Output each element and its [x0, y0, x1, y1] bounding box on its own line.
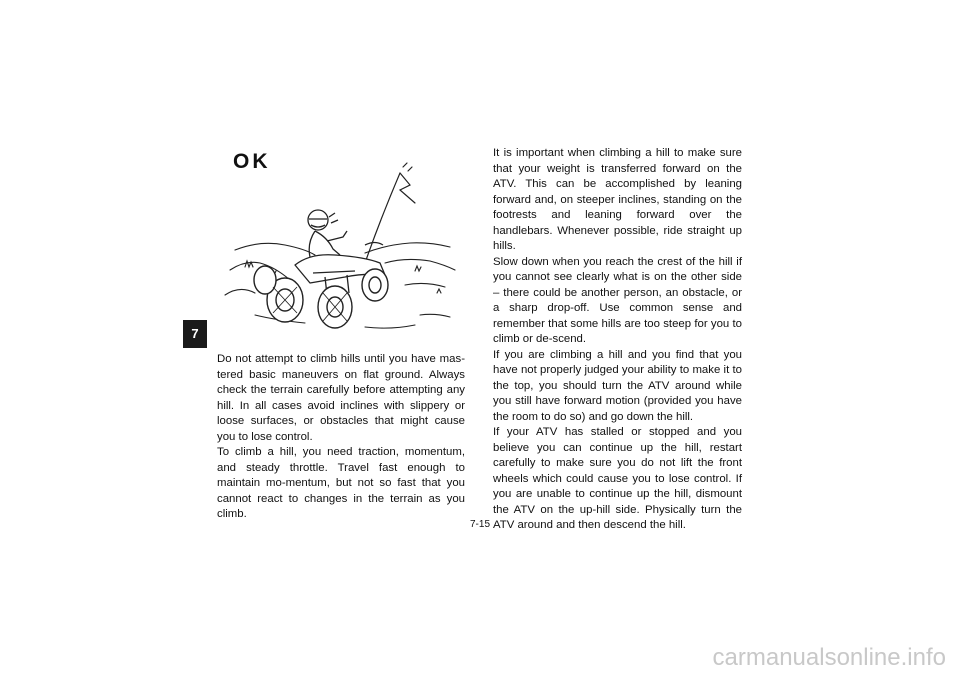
paragraph: Slow down when you reach the crest of the hill if you cannot see clearly what is on the other side – there could be another person, an obstacle, or a sharp drop-off. Use common sense and remember that some hills are too steep for you to climb or de-scend.	[493, 255, 742, 345]
paragraph: If your ATV has stalled or stopped and you believe you can continue up the hill, restart carefully to make sure you do not lift the front wheels which could cause you to lose control. If you are unable to continue up the hill, dismount the ATV on the up-hill side. Physically turn the ATV around and then descend the hill.	[493, 426, 742, 531]
paragraph: Do not attempt to climb hills until you have mas-tered basic maneuvers on flat ground. Always check the terrain carefully before attempting any hill. In all cases avoid inclines with slippery or loose surfaces, or obstacles that might cause you to lose control.	[217, 353, 465, 443]
watermark: carmanualsonline.info	[712, 644, 946, 671]
ok-label: OK	[233, 150, 271, 173]
left-text-column	[217, 352, 465, 523]
right-text-column	[493, 146, 742, 534]
paragraph: If you are climbing a hill and you find that you have not properly judged your ability to make it to the top, you should turn the ATV around while you still have forward motion (provided you have the room to do so) and go down the hill.	[493, 348, 742, 423]
page-number: 7-15	[469, 519, 490, 530]
atv-climbing-hill-illustration	[215, 145, 465, 345]
paragraph: It is important when climbing a hill to make sure that your weight is transferred forward on the ATV. This can be accomplished by leaning forward and, on steeper inclines, standing on the footrests and leaning forward over the handlebars. Whenever possible, ride straight up hills.	[493, 147, 742, 252]
chapter-tab: 7	[183, 320, 207, 348]
paragraph: To climb a hill, you need traction, momentum, and steady throttle. Travel fast enough to maintain mo-mentum, but not so fast that you cannot react to changes in the terrain as you climb.	[217, 446, 465, 520]
